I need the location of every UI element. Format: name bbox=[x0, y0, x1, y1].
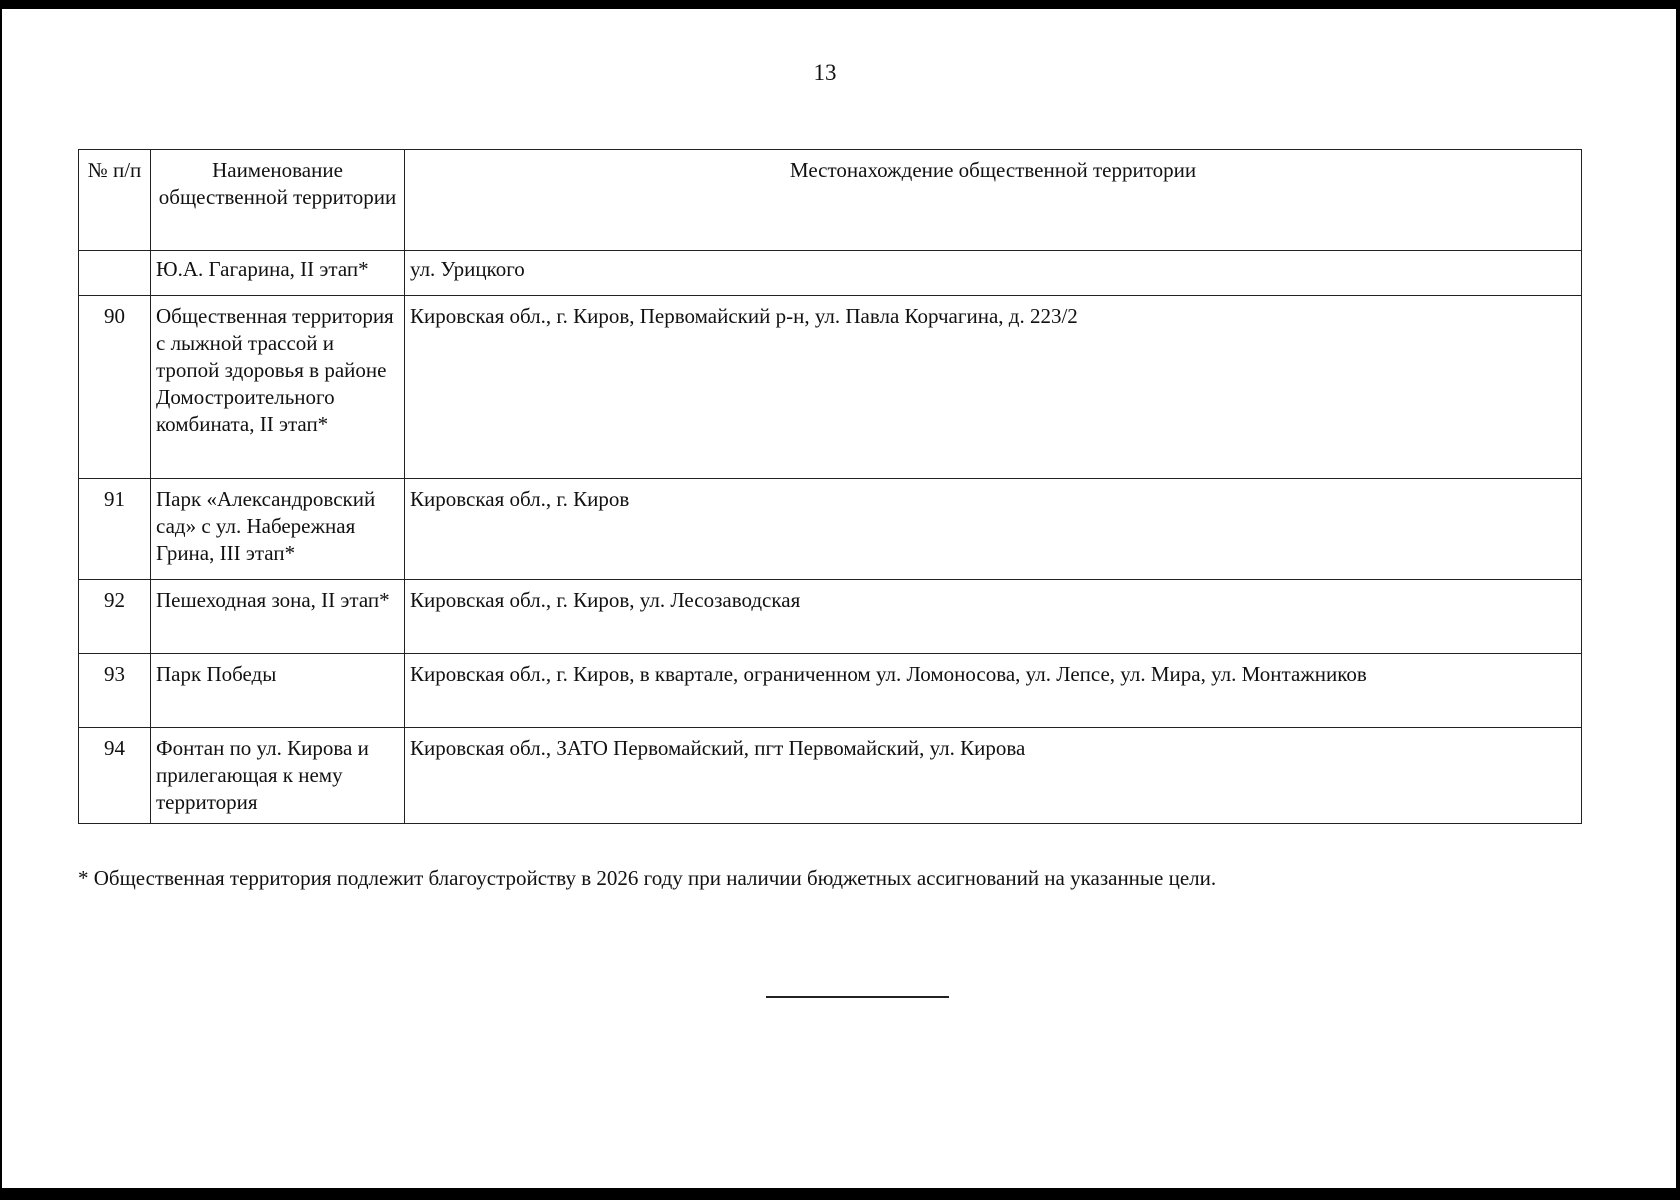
table-row bbox=[79, 654, 1582, 728]
page-number: 13 bbox=[813, 60, 837, 85]
row-location: Кировская обл., г. Киров, в квартале, ограниченном ул. Ломоносова, ул. Лепсе, ул. Мира, ул. Монтажников bbox=[405, 654, 1582, 728]
scan-border-left bbox=[0, 0, 2, 1200]
end-rule bbox=[766, 996, 949, 998]
row-location: Кировская обл., г. Киров, ул. Лесозаводская bbox=[405, 580, 1582, 654]
row-number: 93 bbox=[79, 654, 151, 728]
scan-border-top bbox=[0, 0, 1680, 9]
row-number: 90 bbox=[79, 296, 151, 479]
row-name: Ю.А. Гагарина, II этап* bbox=[151, 251, 405, 296]
header-name: Наименование общественной территории bbox=[151, 150, 405, 251]
territories-table bbox=[78, 149, 1582, 824]
row-name: Парк «Александровский сад» с ул. Набережная Грина, III этап* bbox=[151, 479, 405, 580]
scan-border-right bbox=[1676, 0, 1680, 1200]
row-location: Кировская обл., ЗАТО Первомайский, пгт Первомайский, ул. Кирова bbox=[405, 728, 1582, 824]
header-num: № п/п bbox=[79, 150, 151, 251]
row-number bbox=[79, 251, 151, 296]
row-name: Общественная территория с лыжной трассой и тропой здоровья в районе Домостроительного комбината, II этап* bbox=[151, 296, 405, 479]
table-row bbox=[79, 580, 1582, 654]
table-row bbox=[79, 479, 1582, 580]
scan-border-bottom bbox=[0, 1188, 1680, 1200]
row-name: Парк Победы bbox=[151, 654, 405, 728]
table-row bbox=[79, 296, 1582, 479]
row-location: Кировская обл., г. Киров, Первомайский р-н, ул. Павла Корчагина, д. 223/2 bbox=[405, 296, 1582, 479]
row-location: ул. Урицкого bbox=[405, 251, 1582, 296]
row-name: Пешеходная зона, II этап* bbox=[151, 580, 405, 654]
row-number: 94 bbox=[79, 728, 151, 824]
row-name: Фонтан по ул. Кирова и прилегающая к нему территория bbox=[151, 728, 405, 824]
table-row bbox=[79, 251, 1582, 296]
row-number: 91 bbox=[79, 479, 151, 580]
table-header-row bbox=[79, 150, 1582, 251]
header-location: Местонахождение общественной территории bbox=[405, 150, 1582, 251]
footnote: * Общественная территория подлежит благоустройству в 2026 году при наличии бюджетных ассигнований на указанные цели. bbox=[78, 866, 1217, 890]
row-number: 92 bbox=[79, 580, 151, 654]
row-location: Кировская обл., г. Киров bbox=[405, 479, 1582, 580]
table-row bbox=[79, 728, 1582, 824]
